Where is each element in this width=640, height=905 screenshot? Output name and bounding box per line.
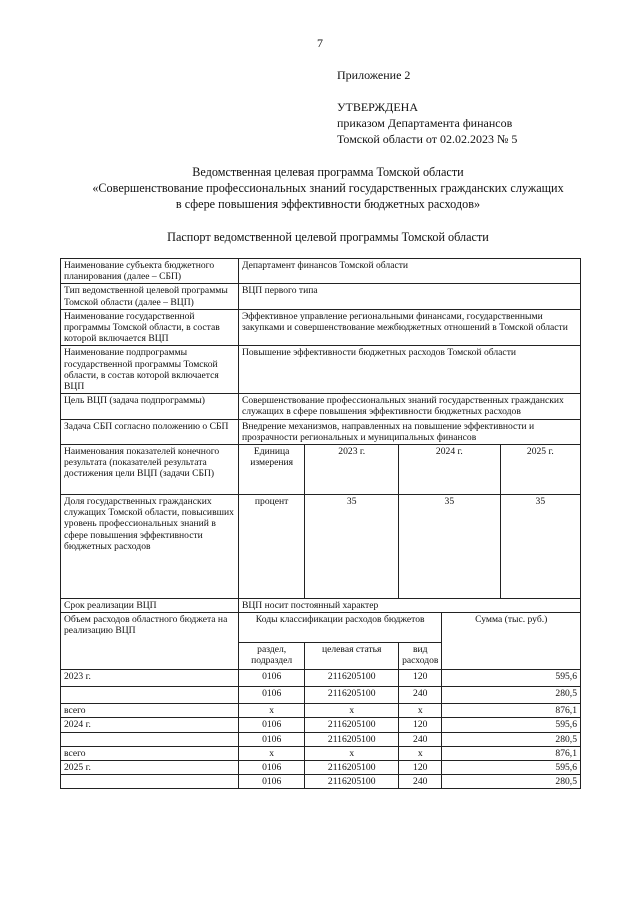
expense-row-label: 2023 г. bbox=[61, 670, 239, 687]
expense-row-sum: 595,6 bbox=[442, 761, 581, 775]
goal-label: Цель ВЦП (задача подпрограммы) bbox=[61, 394, 239, 419]
expense-row-article: 2116205100 bbox=[305, 775, 399, 789]
expense-row-article: 2116205100 bbox=[305, 718, 399, 732]
passport-title: Паспорт ведомственной целевой программы Томской области bbox=[167, 230, 489, 244]
task-label: Задача СБП согласно положению о СБП bbox=[61, 419, 239, 444]
table-row bbox=[61, 718, 581, 732]
expense-row-label: 2025 г. bbox=[61, 761, 239, 775]
expense-row-sum: 280,5 bbox=[442, 732, 581, 746]
table-row bbox=[61, 775, 581, 789]
expense-row-kind: 240 bbox=[399, 687, 442, 704]
goal-value: Совершенствование профессиональных знаний государственных гражданских служащих в сфере повышения эффективности бюджетных расходов bbox=[238, 394, 580, 419]
expense-row-kind: 120 bbox=[399, 761, 442, 775]
expense-row-article: х bbox=[305, 746, 399, 760]
expenses-label: Объем расходов областного бюджета на реализацию ВЦП bbox=[61, 613, 239, 670]
expense-row-kind: х bbox=[399, 746, 442, 760]
subprogram-value: Повышение эффективности бюджетных расходов Томской области bbox=[238, 346, 580, 394]
term-value: ВЦП носит постоянный характер bbox=[238, 599, 580, 613]
expense-row-section: 0106 bbox=[238, 761, 304, 775]
codes-header: Коды классификации расходов бюджетов bbox=[238, 613, 441, 643]
expense-row-sum: 595,6 bbox=[442, 670, 581, 687]
table-row bbox=[61, 746, 581, 760]
expense-row-section: 0106 bbox=[238, 687, 304, 704]
expense-row-section: х bbox=[238, 746, 304, 760]
passport-row-state-program bbox=[61, 309, 581, 346]
col-article-header: целевая статья bbox=[305, 643, 399, 670]
sum-header: Сумма (тыс. руб.) bbox=[442, 613, 581, 670]
passport-row-term bbox=[61, 599, 581, 613]
expense-row-label: всего bbox=[61, 704, 239, 718]
program-title-line-1: Ведомственная целевая программа Томской области bbox=[192, 165, 464, 179]
expense-row-sum: 280,5 bbox=[442, 775, 581, 789]
passport-table bbox=[60, 258, 581, 789]
expense-row-label: всего bbox=[61, 746, 239, 760]
approved-label: УТВЕРЖДЕНА bbox=[337, 100, 419, 114]
year-header-2024: 2024 г. bbox=[399, 445, 501, 495]
year-header-2023: 2023 г. bbox=[305, 445, 399, 495]
expense-row-sum: 876,1 bbox=[442, 704, 581, 718]
passport-row-type bbox=[61, 284, 581, 309]
expense-row-section: 0106 bbox=[238, 718, 304, 732]
passport-row-subprogram bbox=[61, 346, 581, 394]
expense-row-kind: х bbox=[399, 704, 442, 718]
expense-row-article: 2116205100 bbox=[305, 670, 399, 687]
passport-row-goal bbox=[61, 394, 581, 419]
program-title-line-3: в сфере повышения эффективности бюджетных расходов» bbox=[175, 197, 481, 211]
expense-row-label bbox=[61, 687, 239, 704]
unit-header: Единица измерения bbox=[238, 445, 304, 495]
term-label: Срок реализации ВЦП bbox=[61, 599, 239, 613]
subject-value: Департамент финансов Томской области bbox=[238, 259, 580, 284]
table-row bbox=[61, 761, 581, 775]
expense-row-section: 0106 bbox=[238, 670, 304, 687]
expense-row-label bbox=[61, 775, 239, 789]
expense-row-article: х bbox=[305, 704, 399, 718]
state-program-value: Эффективное управление региональными финансами, государственными закупками и совершенствование межбюджетных отношений в Томской области bbox=[238, 309, 580, 346]
expense-row-kind: 240 bbox=[399, 775, 442, 789]
state-program-label: Наименование государственной программы Томской области, в состав которой включается ВЦП bbox=[61, 309, 239, 346]
expense-row-kind: 240 bbox=[399, 732, 442, 746]
expense-row-section: х bbox=[238, 704, 304, 718]
type-label: Тип ведомственной целевой программы Томской области (далее – ВЦП) bbox=[61, 284, 239, 309]
subprogram-label: Наименование подпрограммы государственной программы Томской области, в состав которой включается ВЦП bbox=[61, 346, 239, 394]
table-row bbox=[61, 704, 581, 718]
indicator-header-row bbox=[61, 445, 581, 495]
appendix-label: Приложение 2 bbox=[337, 68, 411, 82]
type-value: ВЦП первого типа bbox=[238, 284, 580, 309]
subject-label: Наименование субъекта бюджетного планирования (далее – СБП) bbox=[61, 259, 239, 284]
expense-row-kind: 120 bbox=[399, 670, 442, 687]
expense-row-section: 0106 bbox=[238, 775, 304, 789]
indicator-name: Доля государственных гражданских служащих Томской области, повысивших уровень профессиональных знаний в сфере повышения эффективности бюджетных расходов bbox=[61, 495, 239, 599]
indicator-row bbox=[61, 495, 581, 599]
indicator-unit: процент bbox=[238, 495, 304, 599]
expense-row-section: 0106 bbox=[238, 732, 304, 746]
year-header-2025: 2025 г. bbox=[500, 445, 580, 495]
expense-row-label: 2024 г. bbox=[61, 718, 239, 732]
expense-row-label bbox=[61, 732, 239, 746]
indicator-header-label: Наименования показателей конечного результата (показателей результата достижения цели ВЦП (задачи СБП) bbox=[61, 445, 239, 495]
passport-row-task bbox=[61, 419, 581, 444]
expense-row-sum: 595,6 bbox=[442, 718, 581, 732]
task-value: Внедрение механизмов, направленных на повышение эффективности и прозрачности региональных и муниципальных финансов bbox=[238, 419, 580, 444]
expense-row-sum: 280,5 bbox=[442, 687, 581, 704]
table-row bbox=[61, 732, 581, 746]
program-title-line-2: «Совершенствование профессиональных знаний государственных гражданских служащих bbox=[92, 181, 564, 195]
expense-row-kind: 120 bbox=[399, 718, 442, 732]
order-line-1: приказом Департамента финансов bbox=[337, 116, 513, 130]
col-kind-header: вид расходов bbox=[399, 643, 442, 670]
expense-row-article: 2116205100 bbox=[305, 687, 399, 704]
order-line-2: Томской области от 02.02.2023 № 5 bbox=[337, 132, 518, 146]
col-section-header: раздел, подраздел bbox=[238, 643, 304, 670]
passport-row-subject bbox=[61, 259, 581, 284]
page-number: 7 bbox=[317, 36, 323, 50]
expenses-header-row bbox=[61, 613, 581, 643]
table-row bbox=[61, 687, 581, 704]
indicator-value-2023: 35 bbox=[305, 495, 399, 599]
expense-row-article: 2116205100 bbox=[305, 732, 399, 746]
indicator-value-2024: 35 bbox=[399, 495, 501, 599]
expense-row-article: 2116205100 bbox=[305, 761, 399, 775]
expense-row-sum: 876,1 bbox=[442, 746, 581, 760]
indicator-value-2025: 35 bbox=[500, 495, 580, 599]
table-row bbox=[61, 670, 581, 687]
